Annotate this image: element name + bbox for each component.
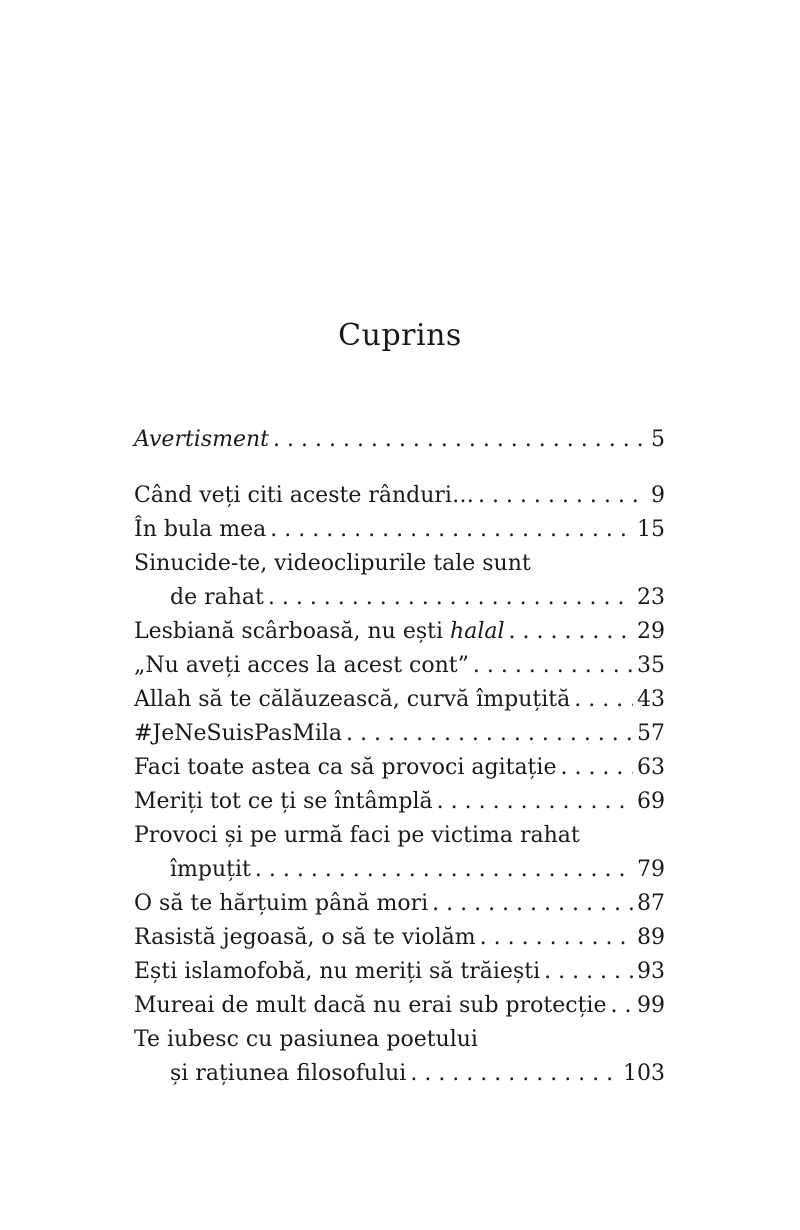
toc-entry-multiline — [134, 547, 665, 615]
toc-entry-label: Faci toate astea ca să provoci agitație — [134, 755, 557, 780]
toc-page-number: 79 — [637, 857, 665, 882]
toc-entry — [134, 989, 665, 1023]
toc-page-number: 99 — [637, 993, 665, 1018]
toc-dot-leader — [268, 581, 633, 615]
toc-entry-label: Rasistă jegoasă, o să te violăm — [134, 925, 476, 950]
toc-entry-multiline — [134, 1023, 665, 1091]
toc-dot-leader — [574, 683, 633, 717]
toc-entry — [134, 955, 665, 989]
toc-entry — [134, 1057, 665, 1091]
toc-page-number: 93 — [637, 959, 665, 984]
toc-entry-label-emphasis: halal — [450, 619, 505, 644]
toc-entry-multiline — [134, 819, 665, 887]
toc-dot-leader — [346, 717, 633, 751]
toc-dot-leader — [473, 649, 633, 683]
toc-dot-leader — [544, 955, 633, 989]
toc-entry-label-line1: Te iubesc cu pasiunea poetului — [134, 1027, 478, 1052]
toc-page-number: 35 — [637, 653, 665, 678]
toc-page-number: 9 — [651, 483, 665, 508]
toc-page-number: 23 — [637, 585, 665, 610]
toc-entry-label: de rahat — [170, 585, 264, 610]
toc-dot-leader — [270, 513, 633, 547]
toc-dot-leader — [478, 479, 647, 513]
toc-entry-label: #JeNeSuisPasMila — [134, 721, 343, 746]
toc-entry — [134, 751, 665, 785]
toc-entry-label: Meriți tot ce ți se întâmplă — [134, 789, 433, 814]
toc-entry — [134, 479, 665, 513]
toc-entry — [134, 513, 665, 547]
toc-page-number: 63 — [637, 755, 665, 780]
toc-entry-label: „Nu aveți acces la acest cont” — [134, 653, 469, 678]
toc-entry — [134, 853, 665, 887]
toc-page-number: 103 — [623, 1061, 665, 1086]
toc-entry — [134, 683, 665, 717]
toc-entry — [134, 785, 665, 819]
toc-entry-label: Avertisment — [134, 427, 270, 452]
toc-page-number: 43 — [637, 687, 665, 712]
toc-entry-label: În bula mea — [134, 517, 267, 542]
toc-dot-leader — [432, 887, 633, 921]
toc-page-number: 29 — [637, 619, 665, 644]
toc-dot-leader — [480, 921, 633, 955]
toc-page-number: 57 — [637, 721, 665, 746]
toc-dot-leader — [255, 853, 633, 887]
toc-entry — [134, 649, 665, 683]
toc-entry — [134, 581, 665, 615]
toc-dot-leader — [560, 751, 633, 785]
toc-dot-leader — [273, 423, 647, 457]
toc-entry-label: Mureai de mult dacă nu erai sub protecție — [134, 993, 607, 1018]
page-title: Cuprins — [338, 318, 462, 353]
toc-entry-label: Ești islamofobă, nu meriți să trăiești — [134, 959, 541, 984]
toc-entry — [134, 423, 665, 457]
toc-entry — [134, 717, 665, 751]
toc-entry-label: Când veți citi aceste rânduri… — [134, 483, 474, 508]
toc-page-number: 5 — [651, 427, 665, 452]
toc-entry-label: O să te hărțuim până mori — [134, 891, 429, 916]
toc-entry — [134, 921, 665, 955]
toc-dot-leader — [437, 785, 633, 819]
toc-entry-label-line1: Sinucide-te, videoclipurile tale sunt — [134, 551, 531, 576]
toc-page-number: 69 — [637, 789, 665, 814]
toc-page-number: 15 — [637, 517, 665, 542]
toc-entry-label-line1: Provoci și pe urmă faci pe victima rahat — [134, 823, 580, 848]
toc-dot-leader — [610, 989, 633, 1023]
toc-entry-label — [134, 615, 505, 649]
toc-entry-label: și rațiunea filosofului — [170, 1061, 407, 1086]
toc-dot-leader — [509, 615, 633, 649]
toc-entry — [134, 615, 665, 649]
toc-dot-leader — [410, 1057, 619, 1091]
toc-entry-label: împuțit — [170, 857, 251, 882]
toc-entry — [134, 887, 665, 921]
toc-entry-label: Allah să te călăuzească, curvă împuțită — [134, 687, 571, 712]
toc-page-number: 89 — [637, 925, 665, 950]
table-of-contents — [134, 423, 665, 1091]
toc-page-number: 87 — [637, 891, 665, 916]
toc-entry-label-text: Lesbiană scârboasă, nu ești — [134, 619, 451, 644]
